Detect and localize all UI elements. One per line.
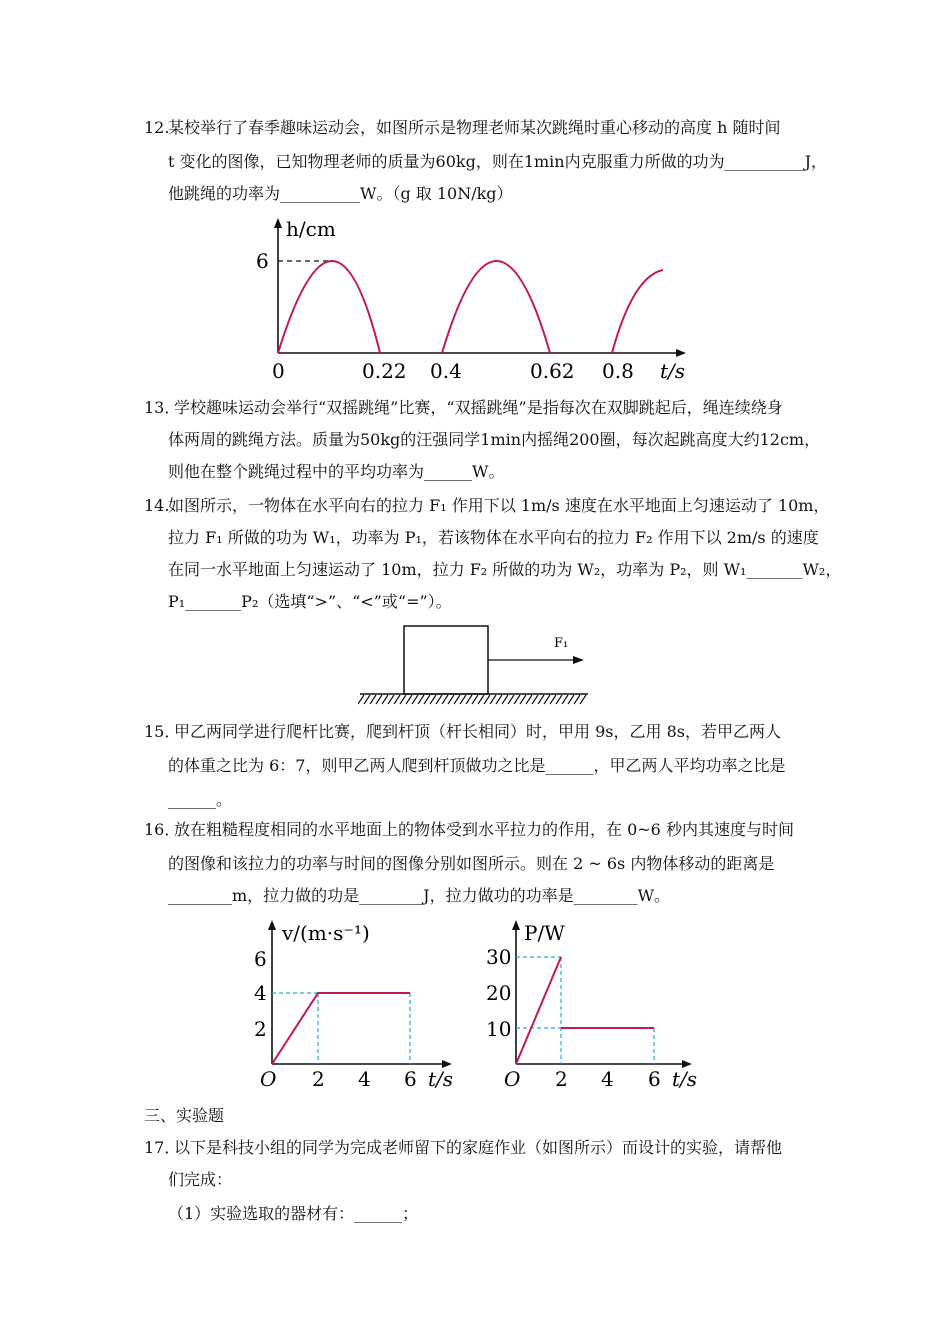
hatch-mark xyxy=(424,695,430,704)
y-tick-10: 10 xyxy=(486,1017,512,1041)
q14-line-1: 如图所示，一物体在水平向右的拉力 F₁ 作用下以 1m/s 速度在水平地面上匀速运动了 10m， xyxy=(168,496,830,515)
q15-number: 15． xyxy=(144,722,181,741)
velocity-line xyxy=(272,993,410,1064)
hatch-mark xyxy=(562,695,568,704)
x-axis-label: t/s xyxy=(672,1067,698,1091)
hatch-mark xyxy=(442,695,448,704)
hatch-mark xyxy=(490,695,496,704)
q14-line-3: 在同一水平地面上匀速运动了 10m，拉力 F₂ 所做的功为 W₂，功率为 P₂，则 W₁_______W₂， xyxy=(168,560,842,579)
hatch-mark xyxy=(454,695,460,704)
y-axis-arrow xyxy=(512,920,520,930)
y-axis-arrow xyxy=(268,920,276,930)
q15-line-3: ______。 xyxy=(168,790,233,809)
x-tick-0.62: 0.62 xyxy=(530,359,575,383)
q14-line-2: 拉力 F₁ 所做的功为 W₁，功率为 P₁，若该物体在水平向右的拉力 F₂ 作用下以 2m/s 的速度 xyxy=(168,528,819,547)
hatch-mark xyxy=(502,695,508,704)
hatch-mark xyxy=(550,695,556,704)
hatch-mark xyxy=(376,695,382,704)
x-axis-arrow xyxy=(676,349,686,357)
hatch-mark xyxy=(466,695,472,704)
x-tick-0.8: 0.8 xyxy=(602,359,634,383)
hatch-mark xyxy=(544,695,550,704)
origin-label: O xyxy=(504,1067,521,1091)
hatch-mark xyxy=(394,695,400,704)
origin-label: O xyxy=(260,1067,277,1091)
hatch-mark xyxy=(484,695,490,704)
x-tick-4: 4 xyxy=(358,1067,371,1091)
x-tick-6: 6 xyxy=(648,1067,661,1091)
hatch-mark xyxy=(406,695,412,704)
block xyxy=(404,626,488,694)
q12-line-3: 他跳绳的功率为__________W。（g 取 10N/kg） xyxy=(168,184,513,203)
y-tick-2: 2 xyxy=(254,1017,267,1041)
hatch-mark xyxy=(568,695,574,704)
q16-velocity-time-graph xyxy=(244,912,464,1092)
x-axis-label: t/s xyxy=(428,1067,454,1091)
q16-line-1: 放在粗糙程度相同的水平地面上的物体受到水平拉力的作用，在 0~6 秒内其速度与时间 xyxy=(174,820,794,839)
hatch-mark xyxy=(448,695,454,704)
x-tick-6: 6 xyxy=(404,1067,417,1091)
y-axis-label: h/cm xyxy=(286,217,336,241)
hatch-mark xyxy=(514,695,520,704)
hatch-mark xyxy=(400,695,406,704)
x-tick-2: 2 xyxy=(555,1067,568,1091)
q14-number: 14. xyxy=(144,496,170,515)
hatch-mark xyxy=(478,695,484,704)
hatch-mark xyxy=(430,695,436,704)
hatch-mark xyxy=(358,695,364,704)
origin-label: 0 xyxy=(272,359,285,383)
hatch-mark xyxy=(574,695,580,704)
q13-line-1: 学校趣味运动会举行“双摇跳绳”比赛，“双摇跳绳”是指每次在双脚跳起后，绳连续绕身 xyxy=(174,398,783,417)
q16-line-3: ________m，拉力做的功是________J，拉力做功的功率是________W。 xyxy=(168,886,671,905)
q17-line-1: 以下是科技小组的同学为完成老师留下的家庭作业（如图所示）而设计的实验，请帮他 xyxy=(174,1138,783,1157)
hatch-mark xyxy=(460,695,466,704)
q13-line-2: 体两周的跳绳方法。质量为50kg的汪强同学1min内摇绳200圈，每次起跳高度大约12cm， xyxy=(168,430,821,449)
hatch-mark xyxy=(496,695,502,704)
jump-curve-2 xyxy=(442,261,550,353)
hatch-mark xyxy=(388,695,394,704)
hatch-mark xyxy=(418,695,424,704)
x-tick-0.4: 0.4 xyxy=(430,359,462,383)
x-tick-4: 4 xyxy=(601,1067,614,1091)
hatch-mark xyxy=(526,695,532,704)
force-arrowhead xyxy=(573,656,584,664)
hatch-mark xyxy=(370,695,376,704)
q16-number: 16． xyxy=(144,820,181,839)
force-label: F₁ xyxy=(554,636,569,651)
jump-curve-3 xyxy=(612,270,663,353)
hatch-mark xyxy=(520,695,526,704)
hatch-mark xyxy=(436,695,442,704)
power-rise-line xyxy=(516,957,561,1064)
y-tick-4: 4 xyxy=(254,981,267,1005)
y-axis-label: P/W xyxy=(524,921,565,945)
hatch-mark xyxy=(532,695,538,704)
q15-line-1: 甲乙两同学进行爬杆比赛，爬到杆顶（杆长相同）时，甲用 9s，乙用 8s，若甲乙两人 xyxy=(174,722,781,741)
y-tick-30: 30 xyxy=(486,945,512,969)
hatch-mark xyxy=(364,695,370,704)
q13-line-3: 则他在整个跳绳过程中的平均功率为______W。 xyxy=(168,462,505,481)
q16-power-time-graph xyxy=(484,912,704,1092)
hatch-mark xyxy=(580,695,586,704)
x-axis-label: t/s xyxy=(660,359,686,383)
x-tick-2: 2 xyxy=(312,1067,325,1091)
q17-number: 17． xyxy=(144,1138,181,1157)
hatch-mark xyxy=(508,695,514,704)
q17-sub-1: （1）实验选取的器材有：______； xyxy=(168,1204,419,1223)
section-title: 三、实验题 xyxy=(144,1106,225,1125)
hatch-mark xyxy=(538,695,544,704)
q14-block-force-diagram xyxy=(358,622,598,712)
y-tick-6: 6 xyxy=(256,249,269,273)
q12-number: 12. xyxy=(144,118,170,137)
q15-line-2: 的体重之比为 6：7，则甲乙两人爬到杆顶做功之比是______，甲乙两人平均功率之比是 xyxy=(168,756,786,775)
x-tick-0.22: 0.22 xyxy=(362,359,407,383)
jump-curve-1 xyxy=(278,261,380,353)
ground-hatching xyxy=(358,695,586,704)
y-axis-label: v/(m·s⁻¹) xyxy=(282,921,370,945)
hatch-mark xyxy=(382,695,388,704)
y-tick-6: 6 xyxy=(254,947,267,971)
y-tick-20: 20 xyxy=(486,981,512,1005)
q12-line-1: 某校举行了春季趣味运动会，如图所示是物理老师某次跳绳时重心移动的高度 h 随时间 xyxy=(168,118,781,137)
hatch-mark xyxy=(556,695,562,704)
q14-line-4: P₁_______P₂（选填“>”、“<”或“=”）。 xyxy=(168,592,452,611)
q12-height-time-graph xyxy=(240,210,700,390)
hatch-mark xyxy=(412,695,418,704)
q12-line-2: t 变化的图像，已知物理老师的质量为60kg，则在1min内克服重力所做的功为__________J， xyxy=(168,152,828,171)
y-axis-arrow xyxy=(274,218,282,228)
q13-number: 13． xyxy=(144,398,181,417)
hatch-mark xyxy=(472,695,478,704)
q16-line-2: 的图像和该拉力的功率与时间的图像分别如图所示。则在 2 ~ 6s 内物体移动的距离是 xyxy=(168,854,775,873)
q17-line-2: 们完成： xyxy=(168,1170,233,1189)
